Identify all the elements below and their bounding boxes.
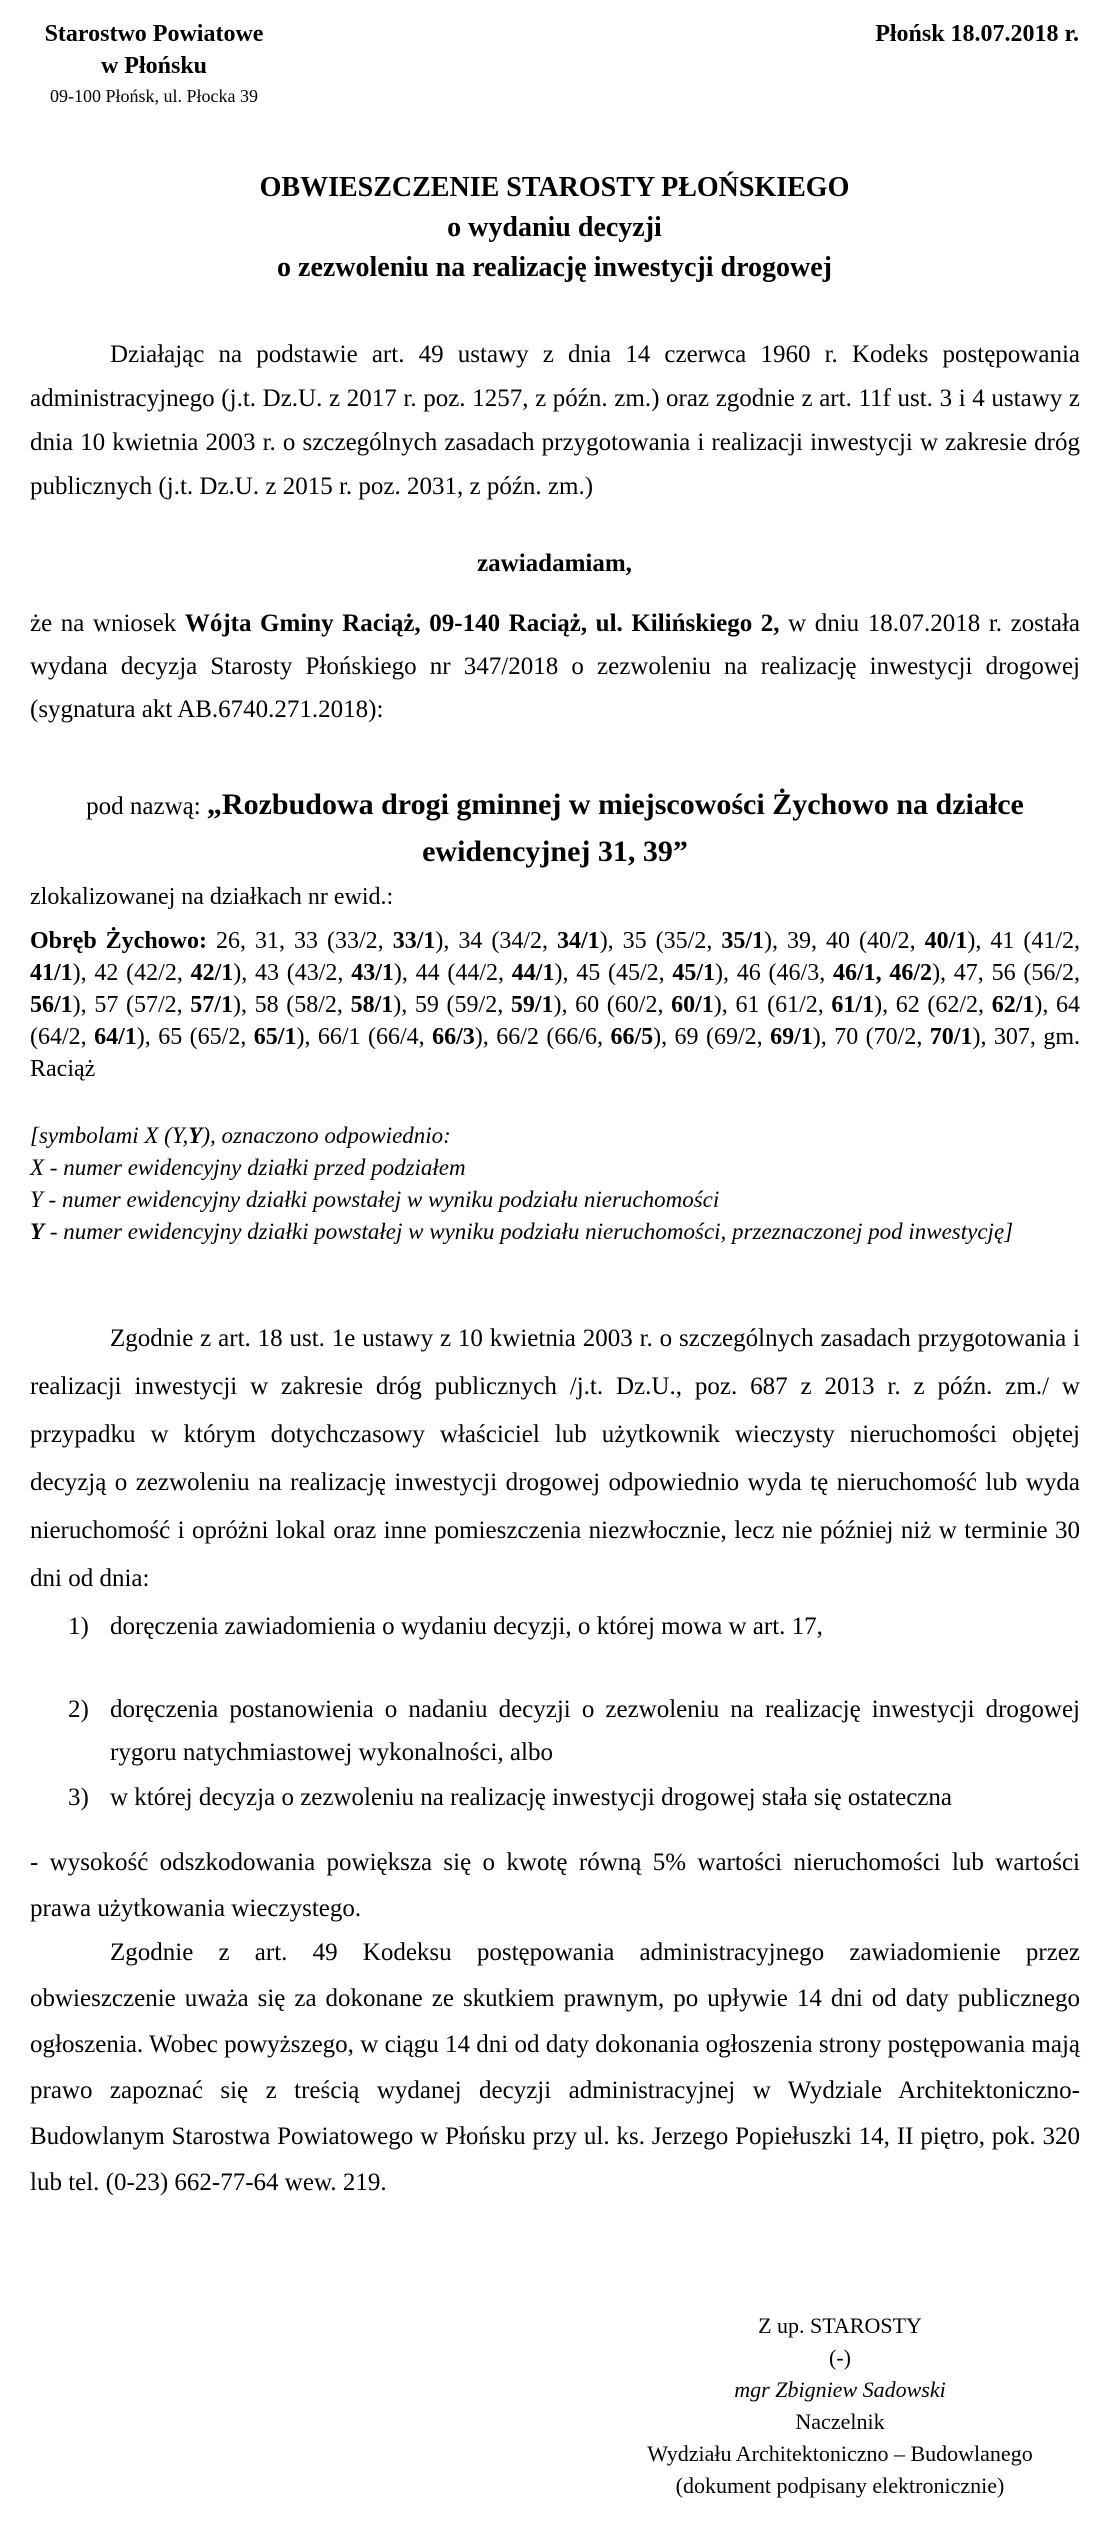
signature-line2: (-) <box>829 2345 851 2370</box>
parcel-number-text: ), 35 (35/2, <box>599 928 722 954</box>
parcel-number-invest: 56/1 <box>30 992 73 1018</box>
request-prefix: że na wniosek <box>30 610 185 637</box>
parcel-number-invest: 45/1 <box>672 960 716 986</box>
parcel-number-text: ), 47, 56 (56/2, <box>932 960 1080 986</box>
signatory-name: mgr Zbigniew Sadowski <box>734 2377 946 2402</box>
parcel-number-invest: 44/1 <box>511 960 555 986</box>
legend-intro <box>30 1120 1080 1152</box>
parcel-number-text: ), 64 (64/2, <box>30 992 1081 1050</box>
parcel-number-invest: 40/1 <box>924 928 968 954</box>
legal-basis-text: Działając na podstawie art. 49 ustawy z dnia 14 czerwca 1960 r. Kodeks postępowania administracyjnego (j.t. Dz.U. z 2017 r. poz. 1257, z późn. zm.) oraz zgodnie z art. 11f ust. 3 i 4 ustawy z dnia 10 kwietnia 2003 r. o szczególnych zasadach przygotowania i realizacji inwestycji w zakresie dróg publicznych (j.t. Dz.U. z 2015 r. poz. 2031, z późn. zm.) <box>30 341 1080 500</box>
parcel-number-text: ), 59 (59/2, <box>393 992 511 1018</box>
parcel-number-invest: 70/1 <box>929 1024 973 1050</box>
legend-intro-a: [symbolami X (Y, <box>30 1123 189 1148</box>
project-name: „Rozbudowa drogi gminnej w miejscowości Żychowo na działce ewidencyjnej 31, 39” <box>206 788 1024 868</box>
parcel-number-invest: 61/1 <box>831 992 875 1018</box>
project-prefix: pod nazwą: <box>86 793 207 820</box>
parcel-number-invest: 66/3 <box>432 1024 475 1050</box>
parcel-number-invest: 66/5 <box>610 1024 654 1050</box>
issuer-name-line1: Starostwo Powiatowe <box>44 21 264 47</box>
parcel-number-text: ), 46 (46/3, <box>715 960 833 986</box>
parcel-number-text: ), 44 (44/2, <box>393 960 512 986</box>
final-paragraph-text: Zgodnie z art. 49 Kodeksu postępowania administracyjnego zawiadomienie przez obwieszczenie uważa się za dokonane ze skutkiem prawnym, po upływie 14 dni od daty publicznego ogłoszenia. Wobec powyższego, w ciągu 14 dni od daty dokonania ogłoszenia strony postępowania mają prawo zapoznać się z treścią wydanej decyzji administracyjnej w Wydziale Architektoniczno-Budowlanym Starostwa Powiatowego w Płońsku przy ul. ks. Jerzego Popiełuszki 14, II piętro, pok. 320 lub tel. (0-23) 662-77-64 wew. 219. <box>30 1939 1080 2196</box>
request-suffix: w dniu 18.07.2018 r. została wydana decyzja Starosty Płońskiego nr 347/2018 o zezwoleniu na realizację inwestycji drogowej (sygnatura akt AB.6740.271.2018): <box>30 610 1080 723</box>
parcel-number-text: ), 45 (45/2, <box>554 960 673 986</box>
legend-y: Y - numer ewidencyjny działki powstałej w wyniku podziału nieruchomości <box>30 1187 720 1212</box>
place-date: Płońsk 18.07.2018 r. <box>875 21 1079 47</box>
parcel-number-invest: 41/1 <box>30 960 73 986</box>
request-paragraph <box>30 602 1080 731</box>
legend-y-bold-symbol: Y <box>30 1219 45 1244</box>
legend-y-bold <box>30 1216 1080 1248</box>
parcel-number-text: ), 62 (62/2, <box>874 992 992 1018</box>
final-paragraph <box>30 1930 1080 2206</box>
parcel-number-invest: 46/1, 46/2 <box>832 960 933 986</box>
parcel-number-text: ), 65 (65/2, <box>136 1024 254 1050</box>
parcel-number-text: 26, 31, 33 (33/2, <box>207 928 393 954</box>
signatory-role: Naczelnik <box>795 2409 885 2434</box>
condition-text: doręczenia zawiadomienia o wydaniu decyzji, o której mowa w art. 17, <box>110 1613 823 1640</box>
parcel-number-invest: 43/1 <box>351 960 394 986</box>
parcel-number-invest: 34/1 <box>557 928 600 954</box>
condition-item-3 <box>30 1776 1080 1819</box>
legend-x: X - numer ewidencyjny działki przed podziałem <box>30 1155 466 1180</box>
signature-note: (dokument podpisany elektronicznie) <box>675 2473 1005 2498</box>
parcel-number-invest: 58/1 <box>350 992 394 1018</box>
issuer-block <box>20 18 288 110</box>
title-line1: OBWIESZCZENIE STAROSTY PŁOŃSKIEGO <box>259 172 850 203</box>
parcel-number-text: ), 307, gm. Raciąż <box>30 1024 1081 1082</box>
parcel-number-text: ), 41 (41/2, <box>967 928 1080 954</box>
parcel-number-text: ), 70 (70/2, <box>812 1024 930 1050</box>
condition-item-2 <box>30 1688 1080 1774</box>
issuer-name-line2: w Płońsku <box>100 53 208 79</box>
condition-number: 2) <box>68 1696 89 1723</box>
parcel-number-invest: 64/1 <box>94 1024 137 1050</box>
parcel-number-text: ), 34 (34/2, <box>435 928 558 954</box>
parcel-number-invest: 57/1 <box>190 992 233 1018</box>
condition-item-1 <box>30 1605 1080 1648</box>
parcel-list <box>30 925 1080 1085</box>
parcel-number-text: ), 66/1 (66/4, <box>296 1024 433 1050</box>
condition-text: w której decyzja o zezwoleniu na realizację inwestycji drogowej stała się ostateczna <box>110 1784 952 1811</box>
signature-block <box>560 2310 1109 2502</box>
parcel-number-text: ), 39, 40 (40/2, <box>764 928 925 954</box>
legend-bold-symbol: Y <box>188 1123 203 1148</box>
signature-line1: Z up. STAROSTY <box>758 2313 922 2338</box>
parcel-number-text: ), 60 (60/2, <box>553 992 672 1018</box>
symbol-legend <box>30 1120 1080 1248</box>
located-label: zlokalizowanej na działkach nr ewid.: <box>30 884 394 910</box>
compensation-text: Zgodnie z art. 18 ust. 1e ustawy z 10 kwietnia 2003 r. o szczególnych zasadach przygotowania i realizacji inwestycji w zakresie dróg publicznych /j.t. Dz.U., poz. 687 z 2013 r. z późn. zm./ w przypadku w którym dotychczasowy właściciel lub użytkownik wieczysty nieruchomości objętej decyzją o zezwoleniu na realizację inwestycji drogowej odpowiednio wyda tę nieruchomość lub wyda nieruchomość i opróżni lokal oraz inne pomieszczenia niezwłocznie, lecz nie później niż w terminie 30 dni od dnia: <box>30 1325 1080 1592</box>
parcel-number-invest: 62/1 <box>991 992 1035 1018</box>
issuer-address: 09-100 Płońsk, ul. Płocka 39 <box>49 86 258 106</box>
compensation-result: - wysokość odszkodowania powiększa się o kwotę równą 5% wartości nieruchomości lub wartości prawa użytkowania wieczystego. <box>30 1849 1080 1922</box>
parcel-number-invest: 65/1 <box>253 1024 297 1050</box>
parcel-number-text: ), 42 (42/2, <box>72 960 191 986</box>
applicant-name: Wójta Gminy Raciąż, 09-140 Raciąż, ul. Kilińskiego 2, <box>184 610 780 637</box>
condition-text: doręczenia postanowienia o nadaniu decyzji o zezwoleniu na realizację inwestycji drogowej rygoru natychmiastowej wykonalności, albo <box>110 1696 1080 1766</box>
condition-number: 1) <box>68 1613 89 1640</box>
project-name-paragraph <box>30 782 1080 874</box>
parcel-number-invest: 33/1 <box>392 928 436 954</box>
parcel-number-invest: 35/1 <box>721 928 765 954</box>
parcel-number-invest: 59/1 <box>510 992 554 1018</box>
parcel-number-text: ), 69 (69/2, <box>653 1024 771 1050</box>
condition-number: 3) <box>68 1784 89 1811</box>
legal-basis-paragraph <box>30 333 1080 509</box>
document-title <box>0 168 1109 288</box>
title-line2: o wydaniu decyzji <box>447 212 662 243</box>
parcel-number-invest: 60/1 <box>671 992 714 1018</box>
parcel-number-text: ), 66/2 (66/6, <box>474 1024 611 1050</box>
parcel-number-invest: 42/1 <box>190 960 234 986</box>
title-line3: o zezwoleniu na realizację inwestycji drogowej <box>277 252 832 283</box>
precinct-name: Obręb Żychowo: <box>30 928 208 954</box>
parcel-number-text: ), 43 (43/2, <box>233 960 352 986</box>
parcel-number-text: ), 57 (57/2, <box>72 992 191 1018</box>
parcel-number-text: ), 61 (61/2, <box>713 992 832 1018</box>
notify-heading: zawiadamiam, <box>477 550 632 577</box>
legend-y-bold-text: - numer ewidencyjny działki powstałej w wyniku podziału nieruchomości, przeznaczonej pod inwestycję] <box>44 1219 1014 1244</box>
legend-intro-c: ), oznaczono odpowiednio: <box>202 1123 451 1148</box>
parcel-number-text: ), 58 (58/2, <box>232 992 351 1018</box>
signatory-department: Wydziału Architektoniczno – Budowlanego <box>647 2441 1033 2466</box>
compensation-paragraph <box>30 1315 1080 1603</box>
parcel-number-invest: 69/1 <box>770 1024 813 1050</box>
